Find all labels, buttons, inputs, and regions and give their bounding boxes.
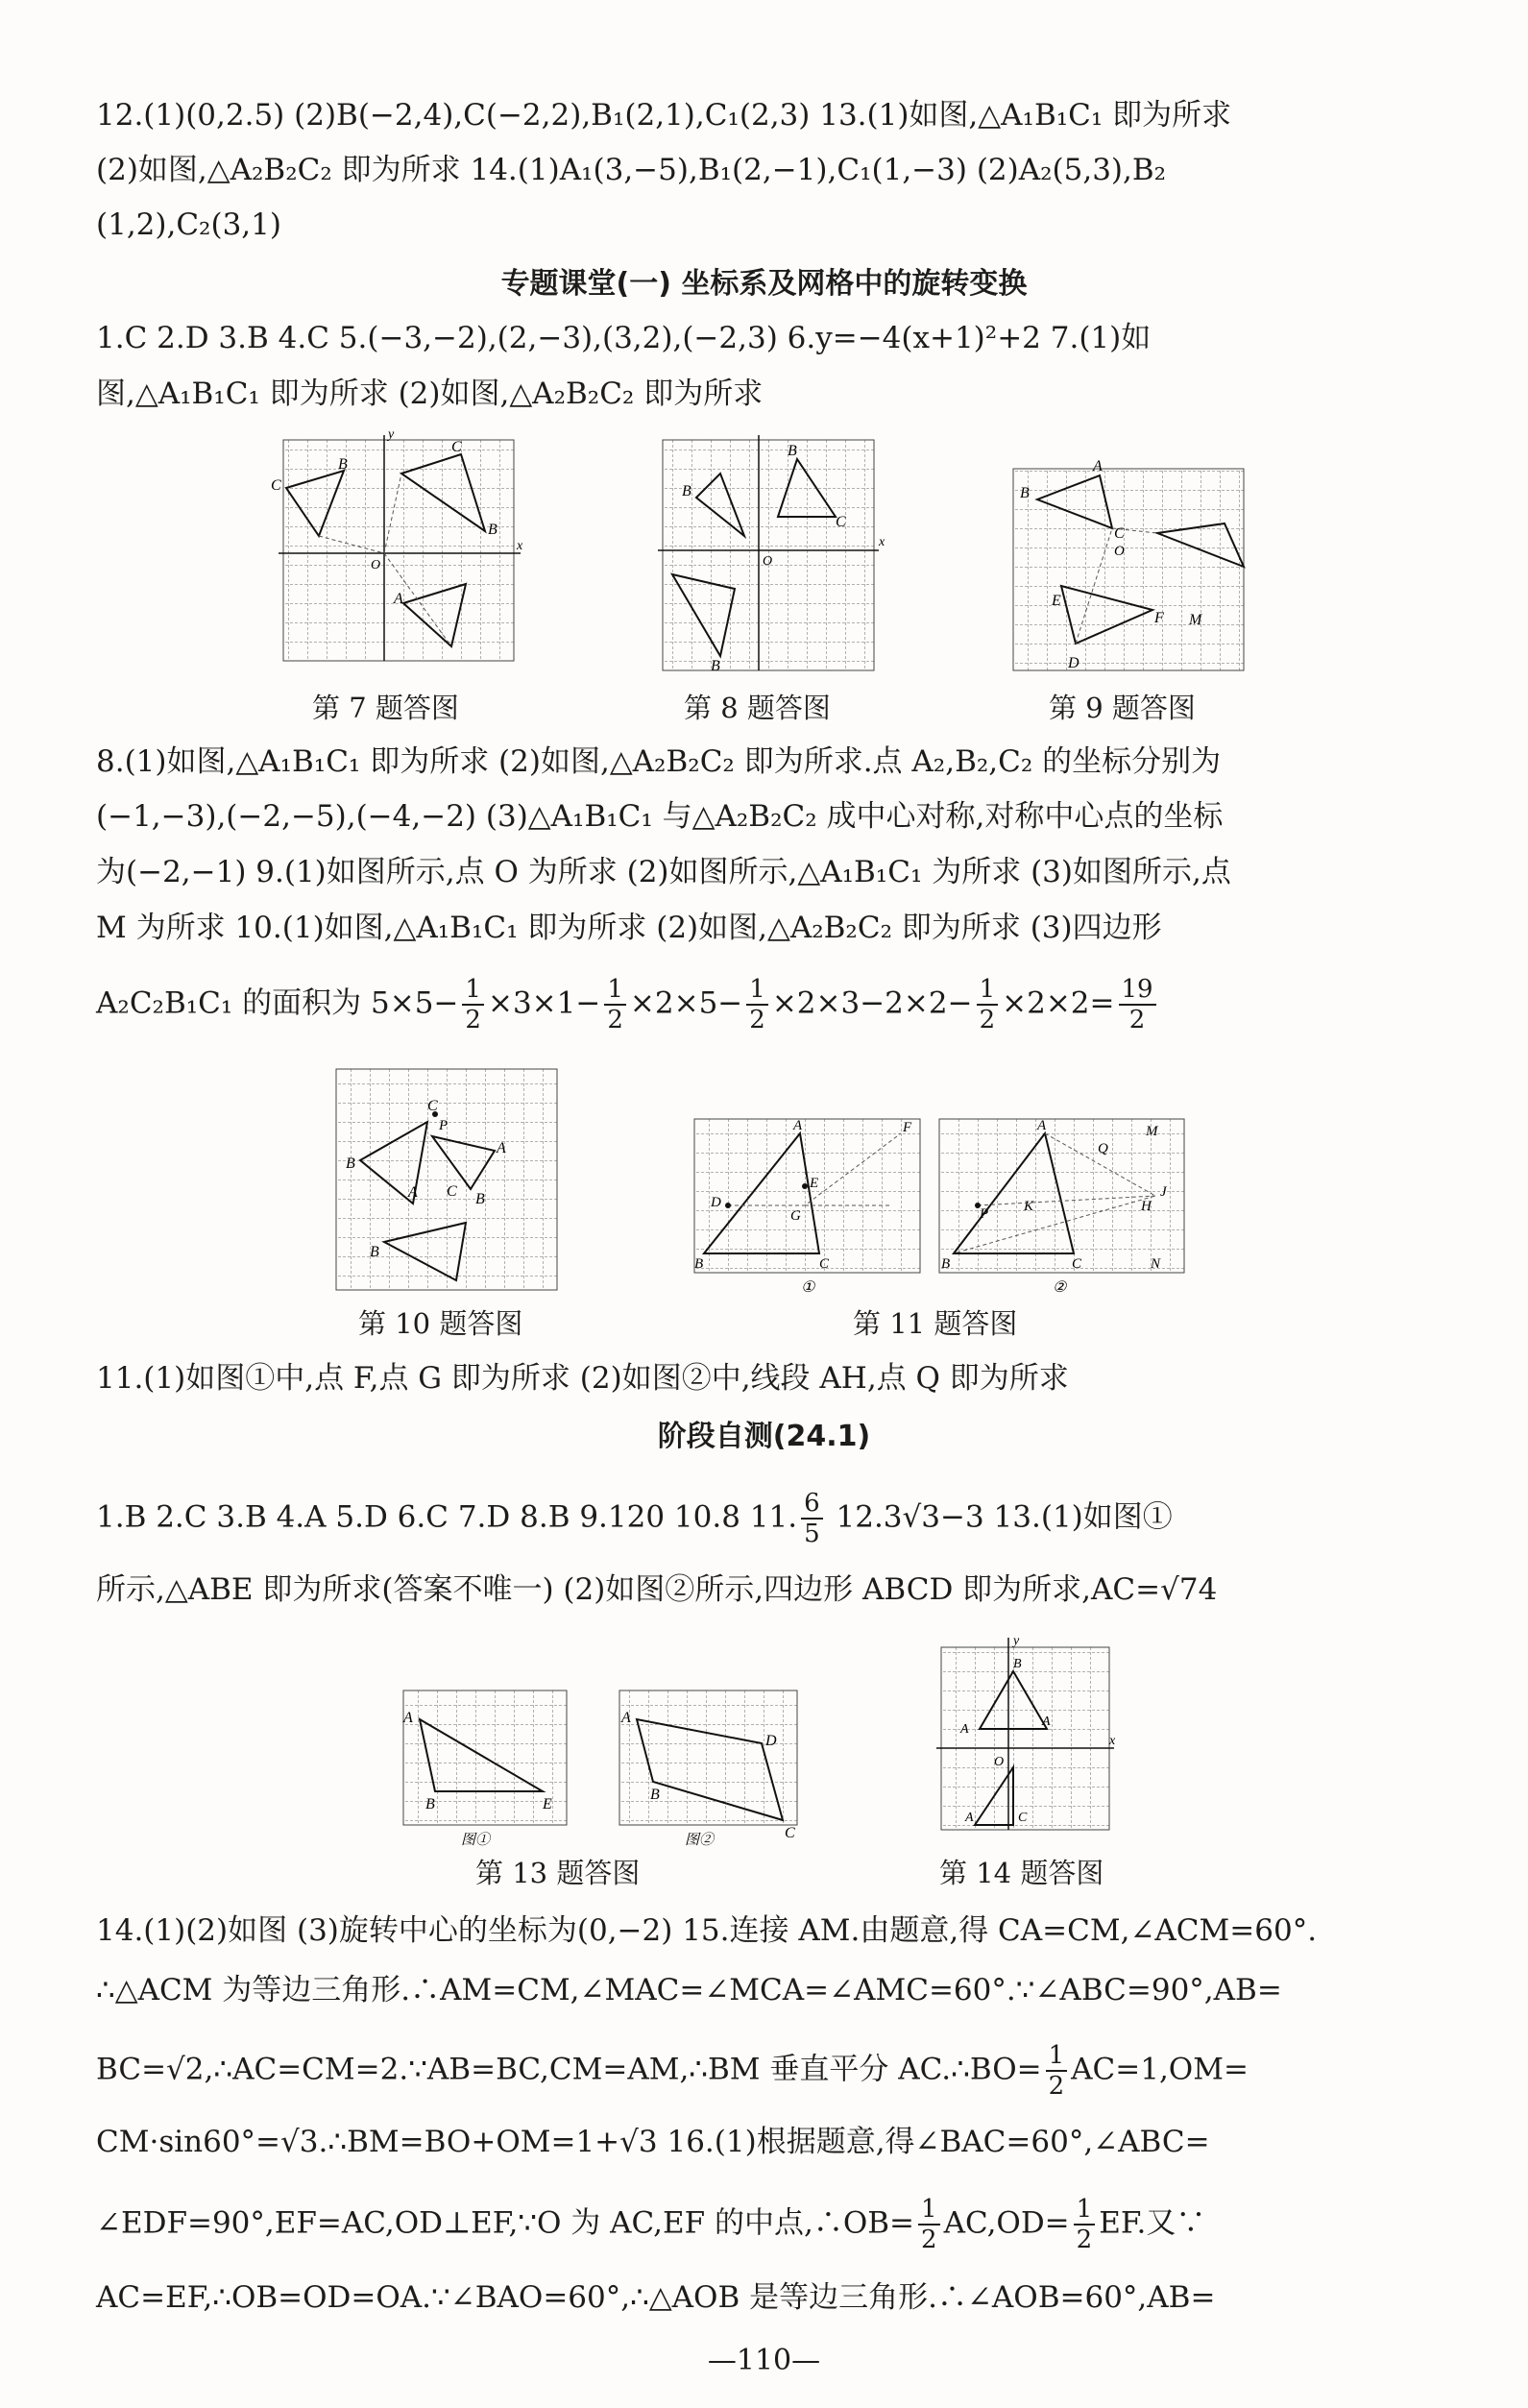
answer-line-15-cont: ∴△ACM 为等边三角形.∴AM=CM,∠MAC=∠MCA=∠AMC=60°.∵∠ABC=90°,AB= bbox=[96, 1973, 1282, 2007]
svg-text:D: D bbox=[1068, 655, 1079, 671]
answer-line-10: M 为所求 10.(1)如图,△A₁B₁C₁ 即为所求 (2)如图,△A₂B₂C₂ 即为所求 (3)四边形 bbox=[96, 911, 1162, 945]
fraction-denominator: 2 bbox=[607, 1006, 623, 1034]
caption-q11: 第 11 题答图 bbox=[853, 1307, 1018, 1340]
answer-line-11: 11.(1)如图①中,点 F,点 G 即为所求 (2)如图②中,线段 AH,点 Q 即为所求 bbox=[96, 1361, 1069, 1396]
caption-q13: 第 13 题答图 bbox=[475, 1857, 641, 1889]
answer-line-15-16: CM·sin60°=√3.∴BM=BO+OM=1+√3 16.(1)根据题意,得∠BAC=60°,∠ABC= bbox=[96, 2125, 1210, 2159]
svg-text:C: C bbox=[1018, 1811, 1028, 1825]
svg-text:A: A bbox=[394, 591, 403, 607]
figure-q13-grids bbox=[399, 1686, 802, 1849]
answer-line-13-14: (2)如图,△A₂B₂C₂ 即为所求 14.(1)A₁(3,−5),B₁(2,−1),C₁(1,−3) (2)A₂(5,3),B₂ bbox=[96, 153, 1167, 187]
area-text-2: ×3×1− bbox=[487, 985, 601, 1021]
svg-text:O: O bbox=[371, 558, 381, 572]
choices-text-2: 12.3√3−3 13.(1)如图① bbox=[826, 1499, 1173, 1535]
fraction-half-bo bbox=[1046, 2041, 1068, 2101]
choices-text: 1.B 2.C 3.B 4.A 5.D 6.C 7.D 8.B 9.120 10.8 11. bbox=[96, 1499, 798, 1535]
caption-q8: 第 8 题答图 bbox=[684, 692, 831, 724]
sub-label-2: ② bbox=[1053, 1279, 1067, 1296]
svg-text:B: B bbox=[425, 1796, 435, 1812]
svg-text:D: D bbox=[765, 1733, 777, 1749]
fraction-denominator: 2 bbox=[465, 1006, 481, 1034]
svg-text:O: O bbox=[994, 1755, 1005, 1769]
svg-text:B: B bbox=[650, 1787, 660, 1803]
figure-q8-coordinate-grid bbox=[653, 430, 884, 680]
svg-text:H: H bbox=[1141, 1199, 1152, 1214]
svg-text:A: A bbox=[497, 1140, 506, 1156]
svg-text:B: B bbox=[941, 1256, 951, 1272]
section-heading-special: 专题课堂(一) 坐标系及网格中的旋转变换 bbox=[500, 267, 1028, 301]
figure-q10-grid bbox=[331, 1064, 562, 1295]
answer-line-10-area bbox=[96, 975, 1461, 1034]
svg-text:E: E bbox=[543, 1796, 552, 1812]
svg-text:B: B bbox=[682, 483, 691, 499]
ob-text-3: EF.又∵ bbox=[1099, 2205, 1206, 2241]
fraction-half-3 bbox=[746, 975, 768, 1034]
svg-text:B: B bbox=[475, 1191, 485, 1207]
fraction-denominator: 2 bbox=[921, 2226, 937, 2254]
caption-q7: 第 7 题答图 bbox=[312, 692, 459, 724]
svg-text:A: A bbox=[621, 1710, 631, 1726]
answer-line-16-aob: AC=EF,∴OB=OD=OA.∵∠BAO=60°,∴△AOB 是等边三角形.∴∠AOB=60°,AB= bbox=[96, 2280, 1216, 2315]
fig-label-1: 图① bbox=[461, 1833, 491, 1848]
fraction-numerator: 1 bbox=[604, 975, 626, 1006]
fraction-numerator: 19 bbox=[1119, 975, 1156, 1006]
svg-text:C: C bbox=[447, 1183, 457, 1200]
area-text-5: ×2×2= bbox=[1002, 985, 1115, 1021]
caption-q14: 第 14 题答图 bbox=[939, 1857, 1104, 1889]
svg-text:C: C bbox=[785, 1825, 795, 1841]
svg-text:E: E bbox=[810, 1176, 819, 1191]
answer-line-self-test-1 bbox=[96, 1489, 1461, 1548]
fraction-numerator: 1 bbox=[918, 2195, 940, 2226]
fraction-half-od bbox=[1074, 2195, 1096, 2254]
svg-text:C: C bbox=[427, 1098, 438, 1114]
svg-text:J: J bbox=[1160, 1184, 1167, 1200]
svg-text:O: O bbox=[763, 554, 773, 569]
figure-q11-grids bbox=[690, 1114, 1189, 1297]
svg-text:C: C bbox=[819, 1256, 830, 1272]
answer-line-12-13: 12.(1)(0,2.5) (2)B(−2,4),C(−2,2),B₁(2,1),C₁(2,3) 13.(1)如图,△A₁B₁C₁ 即为所求 bbox=[96, 98, 1232, 133]
fig-label-2: 图② bbox=[685, 1833, 715, 1848]
svg-text:A: A bbox=[965, 1811, 974, 1825]
svg-text:M: M bbox=[1146, 1124, 1158, 1139]
fraction-half-ob bbox=[918, 2195, 940, 2254]
svg-text:x: x bbox=[879, 535, 885, 549]
fraction-numerator: 1 bbox=[977, 975, 999, 1006]
answer-line-14-cont: (1,2),C₂(3,1) bbox=[96, 207, 281, 242]
svg-text:C: C bbox=[271, 477, 281, 494]
answer-line-8: 8.(1)如图,△A₁B₁C₁ 即为所求 (2)如图,△A₂B₂C₂ 即为所求.点 A₂,B₂,C₂ 的坐标分别为 bbox=[96, 744, 1222, 779]
svg-text:A: A bbox=[1037, 1118, 1047, 1133]
fraction-half-4 bbox=[977, 975, 999, 1034]
figure-q9-grid bbox=[1008, 451, 1249, 682]
ob-text-1: ∠EDF=90°,EF=AC,OD⊥EF,∵O 为 AC,EF 的中点,∴OB= bbox=[96, 2205, 915, 2241]
svg-text:A: A bbox=[960, 1722, 969, 1737]
section-heading-self-test: 阶段自测(24.1) bbox=[657, 1420, 871, 1453]
fraction-denominator: 2 bbox=[1076, 2226, 1093, 2254]
answer-line-15-bo bbox=[96, 2041, 1461, 2101]
svg-text:A: A bbox=[408, 1184, 418, 1201]
fraction-denominator: 2 bbox=[1048, 2072, 1065, 2101]
answer-line-14-15: 14.(1)(2)如图 (3)旋转中心的坐标为(0,−2) 15.连接 AM.由题意,得 CA=CM,∠ACM=60°. bbox=[96, 1913, 1318, 1948]
svg-text:E: E bbox=[1052, 593, 1061, 609]
svg-text:C: C bbox=[836, 514, 846, 530]
svg-text:P: P bbox=[439, 1118, 449, 1133]
fraction-numerator: 1 bbox=[462, 975, 484, 1006]
answer-line-7-cont: 图,△A₁B₁C₁ 即为所求 (2)如图,△A₂B₂C₂ 即为所求 bbox=[96, 377, 764, 411]
fraction-answer bbox=[1119, 975, 1156, 1034]
svg-text:G: G bbox=[790, 1208, 801, 1224]
answer-line-13b: 所示,△ABE 即为所求(答案不唯一) (2)如图②所示,四边形 ABCD 即为所求,AC=√74 bbox=[96, 1572, 1218, 1607]
svg-text:B: B bbox=[338, 456, 348, 473]
caption-q9: 第 9 题答图 bbox=[1049, 692, 1196, 724]
answer-line-9: 为(−2,−1) 9.(1)如图所示,点 O 为所求 (2)如图所示,△A₁B₁C₁ 为所求 (3)如图所示,点 bbox=[96, 855, 1231, 889]
svg-text:N: N bbox=[1151, 1256, 1161, 1272]
sub-label-1: ① bbox=[801, 1279, 815, 1296]
svg-text:B: B bbox=[1020, 485, 1030, 501]
svg-text:F: F bbox=[1154, 610, 1164, 626]
svg-text:B: B bbox=[1013, 1657, 1022, 1671]
svg-text:C: C bbox=[1114, 525, 1125, 542]
svg-text:y: y bbox=[1013, 1634, 1020, 1648]
fraction-denominator: 5 bbox=[804, 1520, 820, 1548]
svg-text:P: P bbox=[980, 1206, 989, 1222]
svg-text:B: B bbox=[694, 1256, 704, 1272]
svg-text:K: K bbox=[1024, 1199, 1034, 1214]
svg-text:A: A bbox=[1042, 1715, 1051, 1729]
figure-q14-coordinate-grid bbox=[936, 1633, 1119, 1835]
svg-text:C: C bbox=[1072, 1256, 1082, 1272]
fraction-numerator: 6 bbox=[801, 1489, 823, 1520]
answer-line-16-ob bbox=[96, 2195, 1461, 2254]
caption-q10: 第 10 题答图 bbox=[358, 1307, 523, 1340]
svg-text:B: B bbox=[488, 522, 497, 538]
svg-text:B: B bbox=[711, 658, 720, 674]
bo-text-2: AC=1,OM= bbox=[1071, 2052, 1249, 2087]
area-text-1: A₂C₂B₁C₁ 的面积为 5×5− bbox=[96, 985, 459, 1021]
svg-text:F: F bbox=[903, 1120, 912, 1135]
svg-text:A: A bbox=[1093, 458, 1103, 474]
fraction-numerator: 1 bbox=[1074, 2195, 1096, 2226]
svg-text:B: B bbox=[346, 1155, 355, 1172]
bo-text-1: BC=√2,∴AC=CM=2.∵AB=BC,CM=AM,∴BM 垂直平分 AC.∴BO= bbox=[96, 2052, 1042, 2087]
svg-text:B: B bbox=[788, 443, 797, 459]
svg-text:A: A bbox=[403, 1710, 413, 1726]
svg-text:Q: Q bbox=[1098, 1141, 1108, 1156]
fraction-half-1 bbox=[462, 975, 484, 1034]
svg-text:O: O bbox=[1114, 544, 1125, 559]
answer-line-1-7: 1.C 2.D 3.B 4.C 5.(−3,−2),(2,−3),(3,2),(−2,3) 6.y=−4(x+1)²+2 7.(1)如 bbox=[96, 321, 1152, 355]
fraction-numerator: 1 bbox=[1046, 2041, 1068, 2072]
ob-text-2: AC,OD= bbox=[943, 2205, 1070, 2241]
svg-text:y: y bbox=[388, 427, 395, 442]
fraction-denominator: 2 bbox=[979, 1006, 996, 1034]
answer-line-8-cont: (−1,−3),(−2,−5),(−4,−2) (3)△A₁B₁C₁ 与△A₂B₂C₂ 成中心对称,对称中心点的坐标 bbox=[96, 799, 1224, 834]
fraction-denominator: 2 bbox=[749, 1006, 765, 1034]
svg-text:D: D bbox=[711, 1195, 721, 1210]
fraction-six-fifths bbox=[801, 1489, 823, 1548]
svg-text:C: C bbox=[451, 439, 462, 455]
svg-text:x: x bbox=[517, 539, 523, 553]
fraction-half-2 bbox=[604, 975, 626, 1034]
svg-text:A: A bbox=[793, 1118, 803, 1133]
figure-q7-coordinate-grid bbox=[269, 427, 528, 670]
area-text-4: ×2×3−2×2− bbox=[771, 985, 973, 1021]
fraction-numerator: 1 bbox=[746, 975, 768, 1006]
page-number: —110— bbox=[707, 2344, 821, 2377]
svg-text:M: M bbox=[1189, 612, 1202, 628]
svg-text:x: x bbox=[1109, 1734, 1116, 1748]
svg-text:B: B bbox=[370, 1244, 379, 1260]
area-text-3: ×2×5− bbox=[629, 985, 743, 1021]
fraction-denominator: 2 bbox=[1128, 1006, 1146, 1034]
